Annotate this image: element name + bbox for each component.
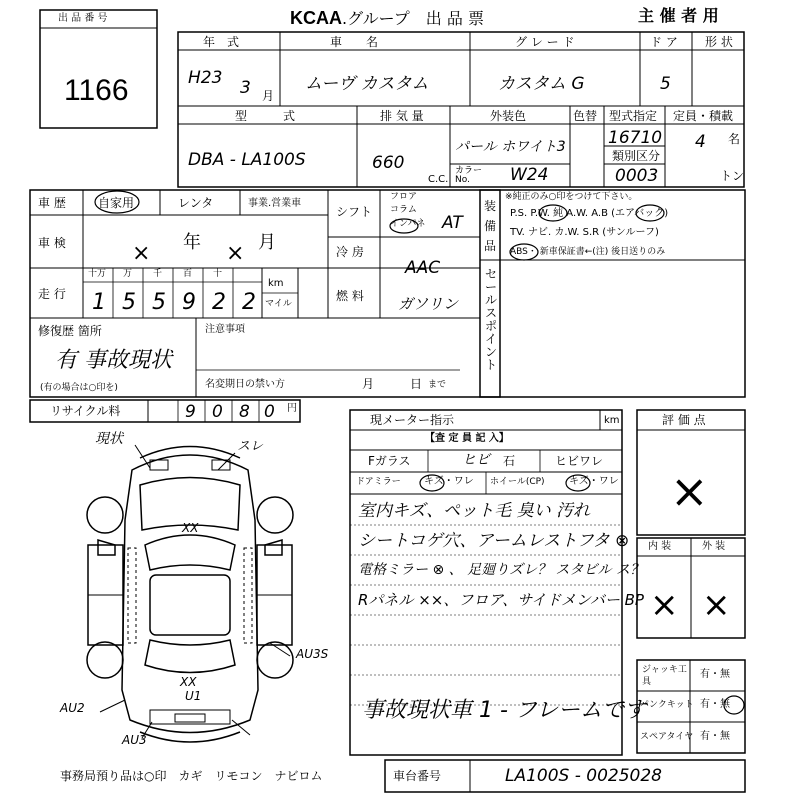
car-name-label: 車 名 <box>330 35 379 49</box>
tons-unit: トン <box>720 169 745 183</box>
digit-header-10k: 万 <box>123 269 133 279</box>
mileage-digit: 5 <box>122 290 136 315</box>
name-change-label: 名変期日の禁い方 <box>205 379 285 390</box>
year-value: H23 <box>188 68 223 88</box>
wheel-value: キズ・ワレ <box>569 476 619 487</box>
recycle-label: リサイクル料 <box>50 404 121 418</box>
equipment-label: 装備品 <box>484 199 497 253</box>
equipment-row-2: TV. ナビ. カ.W. S.R (サンルーフ) <box>510 227 659 238</box>
shift-label: シフト <box>336 205 373 219</box>
color-no-label: カラー No. <box>455 166 483 185</box>
inspector-line: シートコゲ穴、アームレストフタ ⊗ <box>358 531 630 551</box>
tool-value-jack: 有・無 <box>700 669 730 680</box>
rating-value: × <box>670 464 709 518</box>
year-label: 年 式 <box>203 35 240 49</box>
wheel-label: ホイール(CP) <box>490 477 545 487</box>
copy-label: 主 催 者 用 <box>638 6 719 25</box>
tool-label-jack: ジャッキ工具 <box>642 665 687 687</box>
month-value: 3 <box>240 78 251 98</box>
lot-number-label: 出 品 番 号 <box>58 13 108 24</box>
name-change-day-unit: 日 <box>410 377 423 391</box>
diagram-note: 現状 <box>95 431 123 447</box>
glass-value: ヒビ <box>462 452 490 468</box>
recycle-digit: 0 <box>264 402 275 422</box>
category-value: 0003 <box>615 166 659 186</box>
history-option-business: 事業.営業車 <box>248 198 302 209</box>
tool-value-puncture: 有・無 <box>700 699 730 710</box>
form-title <box>290 6 484 29</box>
rating-label: 評 価 点 <box>662 413 706 427</box>
exterior-value: × <box>702 585 731 625</box>
doors-label: ド ア <box>650 35 678 49</box>
digit-header-1k: 千 <box>153 269 163 279</box>
model-value: DBA - LA100S <box>188 150 306 170</box>
mileage-digit: 1 <box>92 290 106 315</box>
interior-label: 内 装 <box>648 541 672 552</box>
repair-label: 修復歴 箇所 <box>38 324 102 338</box>
digit-header-100: 百 <box>183 269 193 279</box>
mileage-unit-mile: マイル <box>265 299 292 309</box>
inspector-line: Rパネル ××、フロア、サイドメンバー BP <box>358 591 644 609</box>
inspector-line: 事故現状車 1 - フレームです <box>362 698 647 723</box>
displacement-label: 排 気 量 <box>380 109 424 123</box>
inspector-line: 室内キズ、ペット毛 臭い 汚れ <box>358 501 590 521</box>
inspection-year-unit: 年 <box>183 232 201 253</box>
mileage-digit: 2 <box>212 290 226 315</box>
tool-label-spare: スペアタイヤ <box>640 732 694 742</box>
inspection-month-value: × <box>226 241 245 266</box>
shift-option-instrument: インパネ <box>390 219 426 229</box>
cc-unit: C.C. <box>428 174 449 185</box>
digit-header-100k: 十万 <box>88 269 107 279</box>
fuel-value: ガソリン <box>398 295 459 313</box>
recycle-digit: 8 <box>239 402 250 422</box>
glass-label: Fガラス <box>368 454 411 468</box>
color-change-label: 色替 <box>573 109 598 123</box>
history-option-rental: レンタ <box>178 196 214 210</box>
aircon-label: 冷 房 <box>336 245 364 259</box>
diagram-note: AU2 <box>60 701 85 715</box>
mileage-digit: 5 <box>152 290 166 315</box>
recycle-digit: 0 <box>212 402 223 422</box>
capacity-value: 4 <box>695 132 706 152</box>
body-type-label: 形 状 <box>705 35 733 49</box>
doors-value: 5 <box>660 74 671 94</box>
aircon-value: AAC <box>405 258 441 278</box>
recycle-digit: 9 <box>185 402 196 422</box>
equipment-row-1: P.S. P.W. 純 A.W. A.B (エアバック) <box>510 208 669 219</box>
exterior-label: 外 装 <box>702 541 726 552</box>
tool-value-spare: 有・無 <box>700 731 730 742</box>
office-items-label: 事務局預り品は○印 カギ リモコン ナビロム <box>60 769 323 783</box>
mileage-label: 走 行 <box>38 287 66 301</box>
chassis-label: 車台番号 <box>393 769 442 783</box>
displacement-value: 660 <box>372 153 405 173</box>
diagram-note: AU3S <box>296 647 329 661</box>
category-label: 類別区分 <box>612 149 661 163</box>
mirror-label: ドアミラー <box>356 477 401 487</box>
capacity-label: 定員・積載 <box>673 109 734 123</box>
mileage-digit: 2 <box>242 290 256 315</box>
mileage-unit-km: km <box>268 278 284 289</box>
recycle-unit: 円 <box>287 403 297 414</box>
fuel-label: 燃 料 <box>336 289 364 303</box>
equipment-row-3: ABS・ 新車保証書←(注) 後日送りのみ <box>510 247 666 257</box>
mileage-digit: 9 <box>182 290 196 315</box>
equipment-note: ※純正のみ○印をつけて下さい。 <box>505 192 638 202</box>
digit-header-10: 十 <box>213 269 223 279</box>
shift-option-column: コラム <box>390 205 417 215</box>
history-option-private: 自家用 <box>98 196 135 210</box>
grade-value: カスタム G <box>498 74 585 94</box>
name-change-month-unit: 月 <box>362 377 375 391</box>
inspector-header: 【査 定 員 記 入】 <box>425 433 509 444</box>
inspection-month-unit: 月 <box>258 232 276 253</box>
chassis-value: LA100S - 0025028 <box>505 766 662 786</box>
brand-logo: KCAA <box>290 8 342 28</box>
exterior-color-value: パール ホワイト3 <box>455 139 566 155</box>
crack-label: ヒビワレ <box>555 454 604 468</box>
persons-unit: 名 <box>728 132 741 146</box>
diagram-note: AU3 <box>122 733 147 747</box>
car-name-value: ムーヴ カスタム <box>305 74 429 94</box>
mirror-value: キズ・ワレ <box>424 476 474 487</box>
diagram-note: U1 <box>185 689 202 703</box>
shift-value: AT <box>442 213 463 233</box>
model-label: 型 式 <box>235 109 296 123</box>
month-unit: 月 <box>262 89 275 103</box>
repair-note: (有の場合は○印を) <box>40 383 118 393</box>
inspection-year-value: × <box>132 241 151 266</box>
model-designation-value: 16710 <box>608 128 663 148</box>
meter-label: 現メーター指示 <box>370 413 455 427</box>
exterior-color-label: 外装色 <box>490 109 527 123</box>
history-label: 車 歴 <box>38 196 66 210</box>
grade-label: グ レ ー ド <box>515 35 575 49</box>
chip-label: 石 <box>503 454 516 468</box>
name-change-suffix: まで <box>428 380 447 390</box>
model-designation-label: 型式指定 <box>609 109 658 123</box>
diagram-note: XX <box>182 521 199 535</box>
lot-number: 1166 <box>64 74 129 107</box>
color-no-value: W24 <box>510 165 549 185</box>
meter-unit: km <box>604 415 620 426</box>
shift-option-floor: フロア <box>390 192 418 202</box>
notes-label: 注意事項 <box>205 324 245 335</box>
repair-value: 有 事故現状 <box>55 348 172 373</box>
form-title-text: .グループ 出 品 票 <box>342 9 484 28</box>
inspection-label: 車 検 <box>38 236 66 250</box>
interior-value: × <box>650 585 679 625</box>
diagram-note: XX <box>180 675 197 689</box>
inspector-line: 電格ミラー ⊗ 、 足廻りズレ？ スタビル ス？ <box>358 562 644 578</box>
diagram-note: スレ <box>237 439 264 454</box>
sales-point-label: セールスポイント <box>485 267 498 372</box>
tool-label-puncture: パンクキット <box>640 700 694 710</box>
